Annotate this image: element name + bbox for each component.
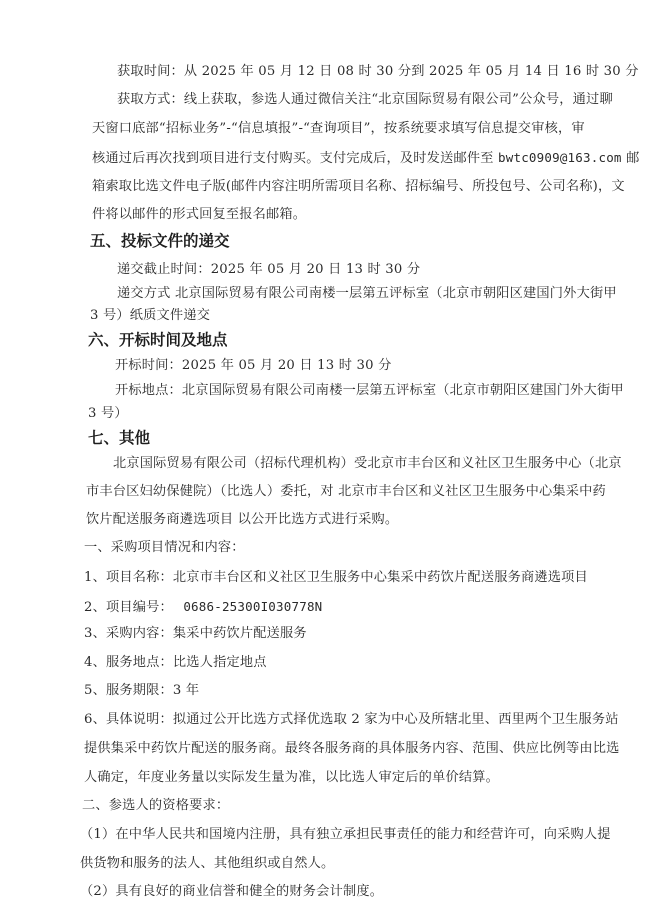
acquire-time: 获取时间：从 2025 年 05 月 12 日 08 时 30 分到 2025 年 05 月 14 日 16 时 30 分 <box>117 64 639 79</box>
acquire-method-line: 天窗口底部“招标业务”-“信息填报”-“查询项目”，按系统要求填写信息提交审核，审 <box>92 121 585 136</box>
section-heading-7: 七、其他 <box>88 429 151 447</box>
item-description-line: 提供集采中药饮片配送的服务商。最终各服务商的具体服务内容、范围、供应比例等由比选 <box>84 741 620 756</box>
opening-place-line: 开标地点：北京国际贸易有限公司南楼一层第五评标室（北京市朝阳区建国门外大街甲 <box>115 383 624 398</box>
acquire-method-line: 获取方式：线上获取，参选人通过微信关注“北京国际贸易有限公司”公众号，通过聊 <box>117 92 613 107</box>
requirement-line: （2）具有良好的商业信誉和健全的财务会计制度。 <box>80 884 384 899</box>
intro-line: 饮片配送服务商遴选项目 以公开比选方式进行采购。 <box>86 512 399 527</box>
item-description-line: 人确定，年度业务量以实际发生量为准，以比选人审定后的单价结算。 <box>84 770 500 785</box>
item-project-number <box>84 599 322 616</box>
requirement-line: 供货物和服务的法人、其他组织或自然人。 <box>80 856 335 871</box>
email-address: bwtc0909@163.com <box>498 150 622 165</box>
acquire-method-line: 件将以邮件的形式回复至报名邮箱。 <box>92 207 307 222</box>
acquire-method-line <box>92 150 639 167</box>
item-location: 4、服务地点：比选人指定地点 <box>84 655 267 670</box>
acquire-method-line: 箱索取比选文件电子版(邮件内容注明所需项目名称、招标编号、所投包号、公司名称)，文 <box>92 179 625 194</box>
submit-deadline: 递交截止时间：2025 年 05 月 20 日 13 时 30 分 <box>117 262 421 277</box>
opening-time: 开标时间：2025 年 05 月 20 日 13 时 30 分 <box>115 358 392 373</box>
intro-line: 市丰台区妇幼保健院）（比选人）委托，对 北京市丰台区和义社区卫生服务中心集采中药 <box>86 484 606 499</box>
requirement-line: （1）在中华人民共和国境内注册，具有独立承担民事责任的能力和经营许可，向采购人提 <box>80 827 611 842</box>
section-heading-5: 五、投标文件的递交 <box>90 232 230 250</box>
submit-method-line: 3 号）纸质文件递交 <box>90 308 211 323</box>
opening-place-line: 3 号） <box>88 406 128 421</box>
item-project-name: 1、项目名称：北京市丰台区和义社区卫生服务中心集采中药饮片配送服务商遴选项目 <box>84 570 588 585</box>
submit-method-line: 递交方式 北京国际贸易有限公司南楼一层第五评标室（北京市朝阳区建国门外大街甲 <box>117 286 617 301</box>
part2-heading: 二、参选人的资格要求： <box>82 798 230 813</box>
item-project-number-label: 2、项目编号： <box>84 600 173 615</box>
item-term: 5、服务期限：3 年 <box>84 683 200 698</box>
email-suffix: 邮 <box>626 151 640 166</box>
acquire-method-text: 核通过后再次找到项目进行支付购买。支付完成后，及时发送邮件至 <box>92 151 494 166</box>
section-heading-6: 六、开标时间及地点 <box>88 331 228 349</box>
part1-heading: 一、采购项目情况和内容： <box>84 540 245 555</box>
intro-line: 北京国际贸易有限公司（招标代理机构）受北京市丰台区和义社区卫生服务中心（北京 <box>113 456 622 471</box>
item-description-line: 6、具体说明：拟通过公开比选方式择优选取 2 家为中心及所辖北里、西里两个卫生服务站 <box>84 712 619 727</box>
item-project-number-value: 0686-25300I030778N <box>183 599 323 614</box>
item-content: 3、采购内容：集采中药饮片配送服务 <box>84 626 307 641</box>
